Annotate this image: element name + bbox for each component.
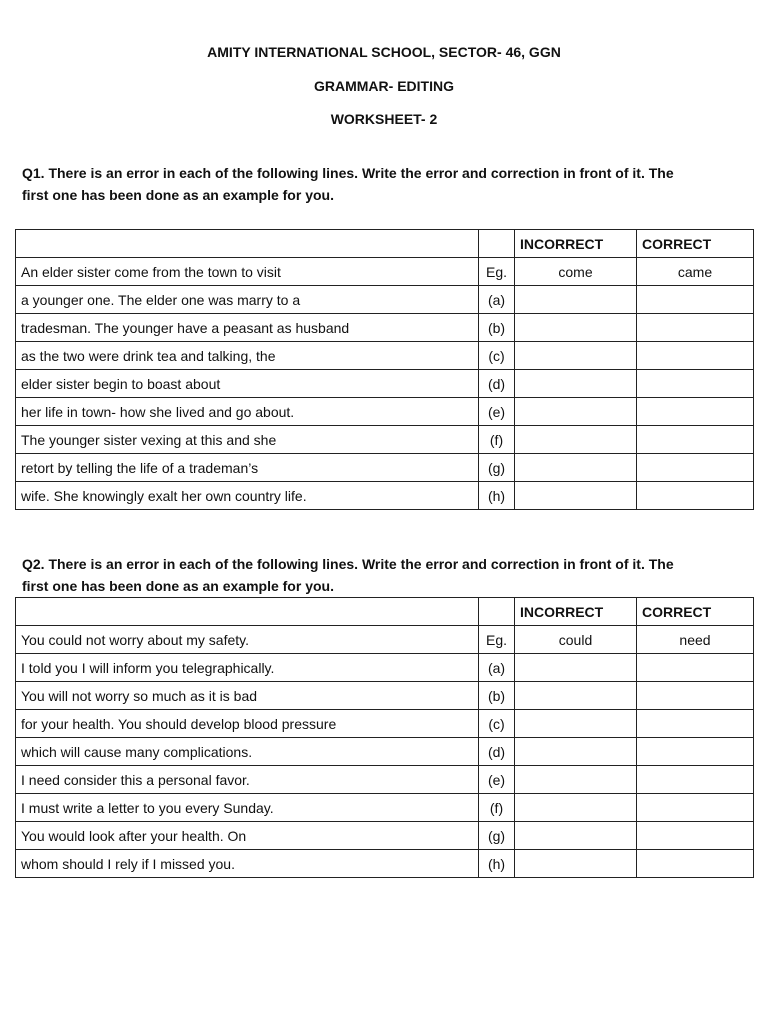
q2-row	[16, 626, 754, 654]
q2-incorrect-answer-cell[interactable]: could	[515, 626, 637, 654]
q1-correct-answer-cell[interactable]	[637, 454, 754, 482]
q2-sentence-cell: You would look after your health. On	[16, 822, 479, 850]
q1-header-blank	[16, 230, 479, 258]
q2-sentence-cell: for your health. You should develop blood pressure	[16, 710, 479, 738]
q2-sentence-cell: I must write a letter to you every Sunday.	[16, 794, 479, 822]
q2-incorrect-answer-cell[interactable]	[515, 710, 637, 738]
q1-incorrect-answer-cell[interactable]	[515, 314, 637, 342]
q2-correct-answer-cell[interactable]	[637, 794, 754, 822]
q1-incorrect-answer-cell[interactable]	[515, 286, 637, 314]
q1-item-label: (g)	[479, 454, 515, 482]
q1-row	[16, 398, 754, 426]
q1-sentence-cell: wife. She knowingly exalt her own country life.	[16, 482, 479, 510]
q1-incorrect-answer-cell[interactable]: come	[515, 258, 637, 286]
q1-item-label: (c)	[479, 342, 515, 370]
q1-sentence-cell: elder sister begin to boast about	[16, 370, 479, 398]
q2-prompt	[22, 553, 752, 597]
q2-item-label: (a)	[479, 654, 515, 682]
q2-incorrect-answer-cell[interactable]	[515, 850, 637, 878]
q2-header-row	[16, 598, 754, 626]
q1-sentence-cell: The younger sister vexing at this and she	[16, 426, 479, 454]
q2-header-blank	[16, 598, 479, 626]
q2-item-label: (c)	[479, 710, 515, 738]
q1-item-label: Eg.	[479, 258, 515, 286]
q1-item-label: (f)	[479, 426, 515, 454]
q1-header-blank-label	[479, 230, 515, 258]
q2-item-label: Eg.	[479, 626, 515, 654]
q1-prompt-line2: first one has been done as an example for you.	[22, 187, 334, 203]
q1-correct-answer-cell[interactable]	[637, 426, 754, 454]
q1-incorrect-answer-cell[interactable]	[515, 398, 637, 426]
q2-item-label: (g)	[479, 822, 515, 850]
q2-row	[16, 738, 754, 766]
q1-sentence-cell: retort by telling the life of a trademan’s	[16, 454, 479, 482]
q1-header-correct: CORRECT	[637, 230, 754, 258]
q1-row	[16, 426, 754, 454]
q2-sentence-cell: which will cause many complications.	[16, 738, 479, 766]
q1-item-label: (d)	[479, 370, 515, 398]
q1-header-row	[16, 230, 754, 258]
q1-correct-answer-cell[interactable]	[637, 314, 754, 342]
q2-item-label: (e)	[479, 766, 515, 794]
q1-correct-answer-cell[interactable]	[637, 370, 754, 398]
q1-sentence-cell: An elder sister come from the town to visit	[16, 258, 479, 286]
q2-prompt-line1: Q2. There is an error in each of the following lines. Write the error and correction in front of it. The	[22, 556, 674, 572]
q2-prompt-line2: first one has been done as an example for you.	[22, 578, 334, 594]
q1-item-label: (e)	[479, 398, 515, 426]
q2-row	[16, 850, 754, 878]
q2-correct-answer-cell[interactable]	[637, 654, 754, 682]
q2-sentence-cell: whom should I rely if I missed you.	[16, 850, 479, 878]
q1-row	[16, 370, 754, 398]
q2-correct-answer-cell[interactable]: need	[637, 626, 754, 654]
q2-sentence-cell: You will not worry so much as it is bad	[16, 682, 479, 710]
q1-incorrect-answer-cell[interactable]	[515, 454, 637, 482]
q2-incorrect-answer-cell[interactable]	[515, 654, 637, 682]
q2-table	[15, 597, 754, 878]
q2-correct-answer-cell[interactable]	[637, 738, 754, 766]
q1-row	[16, 286, 754, 314]
q2-row	[16, 766, 754, 794]
q1-sentence-cell: as the two were drink tea and talking, the	[16, 342, 479, 370]
q2-row	[16, 710, 754, 738]
q1-incorrect-answer-cell[interactable]	[515, 426, 637, 454]
q1-correct-answer-cell[interactable]	[637, 482, 754, 510]
q2-item-label: (b)	[479, 682, 515, 710]
q2-incorrect-answer-cell[interactable]	[515, 738, 637, 766]
q1-prompt-line1: Q1. There is an error in each of the following lines. Write the error and correction in front of it. The	[22, 165, 674, 181]
q1-sentence-cell: her life in town- how she lived and go about.	[16, 398, 479, 426]
q2-item-label: (f)	[479, 794, 515, 822]
q2-incorrect-answer-cell[interactable]	[515, 766, 637, 794]
q1-correct-answer-cell[interactable]	[637, 286, 754, 314]
q2-correct-answer-cell[interactable]	[637, 682, 754, 710]
q2-correct-answer-cell[interactable]	[637, 822, 754, 850]
q1-row	[16, 482, 754, 510]
q2-incorrect-answer-cell[interactable]	[515, 822, 637, 850]
q2-correct-answer-cell[interactable]	[637, 766, 754, 794]
q1-item-label: (a)	[479, 286, 515, 314]
q1-incorrect-answer-cell[interactable]	[515, 482, 637, 510]
q1-incorrect-answer-cell[interactable]	[515, 370, 637, 398]
q2-row	[16, 682, 754, 710]
q2-row	[16, 822, 754, 850]
q1-row	[16, 454, 754, 482]
q2-header-correct: CORRECT	[637, 598, 754, 626]
q2-incorrect-answer-cell[interactable]	[515, 794, 637, 822]
q1-prompt	[22, 162, 752, 206]
worksheet-title: WORKSHEET- 2	[330, 111, 438, 127]
q1-correct-answer-cell[interactable]	[637, 398, 754, 426]
q1-row	[16, 342, 754, 370]
q2-row	[16, 654, 754, 682]
q2-sentence-cell: You could not worry about my safety.	[16, 626, 479, 654]
q1-row	[16, 258, 754, 286]
q1-correct-answer-cell[interactable]	[637, 342, 754, 370]
q1-correct-answer-cell[interactable]: came	[637, 258, 754, 286]
q1-sentence-cell: a younger one. The elder one was marry to a	[16, 286, 479, 314]
q2-header-incorrect: INCORRECT	[515, 598, 637, 626]
q2-item-label: (h)	[479, 850, 515, 878]
q2-sentence-cell: I told you I will inform you telegraphically.	[16, 654, 479, 682]
q1-item-label: (b)	[479, 314, 515, 342]
q2-correct-answer-cell[interactable]	[637, 850, 754, 878]
q1-item-label: (h)	[479, 482, 515, 510]
q2-incorrect-answer-cell[interactable]	[515, 682, 637, 710]
q1-header-incorrect: INCORRECT	[515, 230, 637, 258]
q2-header-blank-label	[479, 598, 515, 626]
q2-sentence-cell: I need consider this a personal favor.	[16, 766, 479, 794]
q2-correct-answer-cell[interactable]	[637, 710, 754, 738]
school-title: AMITY INTERNATIONAL SCHOOL, SECTOR- 46, GGN	[207, 44, 561, 60]
q1-row	[16, 314, 754, 342]
q2-item-label: (d)	[479, 738, 515, 766]
q2-row	[16, 794, 754, 822]
q1-incorrect-answer-cell[interactable]	[515, 342, 637, 370]
q1-table	[15, 229, 754, 510]
q1-sentence-cell: tradesman. The younger have a peasant as husband	[16, 314, 479, 342]
subject-title: GRAMMAR- EDITING	[314, 78, 454, 94]
